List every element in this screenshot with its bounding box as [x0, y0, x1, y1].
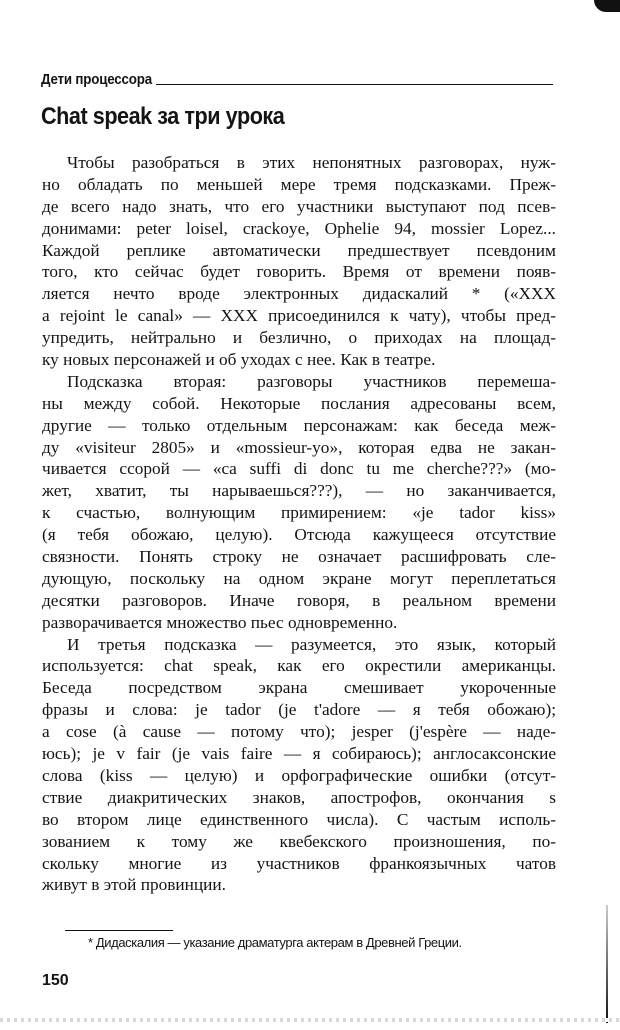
text-line: Беседа посредством экрана смешивает укороченные	[42, 678, 556, 698]
text-line: фразы и слова: je tador (je t'adore — я тебя обожаю);	[42, 700, 556, 720]
text-line: ляется нечто вроде электронных дидаскалий * («XXX	[42, 284, 556, 304]
text-line: ны между собой. Некоторые послания адресованы всем,	[42, 393, 556, 413]
text-line: жет, хватит, ты нарываешься???), — но заканчивается,	[42, 481, 556, 501]
text-line: другие — только отдельным персонажам: как беседа меж-	[42, 415, 556, 435]
text-line: десятки разговоров. Иначе говоря, в реальном времени	[42, 590, 556, 610]
text-line: к счастью, волнующим примирением: «je tador kiss»	[42, 503, 556, 523]
text-line: живут в этой провинции.	[42, 875, 226, 895]
body-text	[42, 152, 556, 896]
scan-bottom-artifact	[0, 1018, 620, 1022]
text-line: чивается ссорой — «ca suffi di donc tu me cherche???» (мо-	[42, 459, 556, 479]
text-line: скольку многие из участников франкоязычных чатов	[42, 853, 556, 873]
text-line: но обладать по меньшей мере тремя подсказками. Преж-	[42, 174, 556, 194]
text-line: слова (kiss — целую) и орфографические ошибки (отсут-	[42, 765, 556, 785]
text-line: де всего надо знать, что его участники выступают под псев-	[42, 196, 556, 216]
footnote: * Дидаскалия — указание драматурга актерам в Древней Греции.	[88, 935, 462, 950]
text-line: упредить, нейтрально и безлично, о приходах на площад-	[42, 328, 556, 348]
text-line: Подсказка вторая: разговоры участников перемеша-	[67, 371, 556, 391]
text-line: используется: chat speak, как его окрестили американцы.	[42, 656, 556, 676]
page-number: 150	[42, 972, 69, 989]
text-line: разворачивается множество пьес одновременно.	[42, 612, 398, 632]
text-line: ствие диакритических знаков, апострофов, окончания s	[42, 787, 556, 807]
text-line: a cose (à cause — потому что); jesper (j'espère — наде-	[42, 722, 556, 742]
text-line: ду «visiteur 2805» и «mossieur-yo», которая едва не закан-	[42, 437, 556, 457]
text-line: ку новых персонажей и об уходах с нее. Как в театре.	[42, 350, 436, 370]
scan-corner-mark	[594, 0, 620, 12]
text-line: юсь); je v fair (je vais faire — я собираюсь); англосаксонские	[42, 744, 556, 764]
text-line: Чтобы разобраться в этих непонятных разговорах, нуж-	[67, 153, 556, 172]
chapter-title: Chat speak за три урока	[41, 103, 285, 130]
page-header	[41, 72, 553, 88]
running-head: Дети процессора	[41, 72, 152, 88]
text-line: связности. Понять строку не означает расшифровать сле-	[42, 547, 556, 567]
text-line: во втором лице единственного числа). С частым исполь-	[42, 809, 556, 829]
text-line: донимами: peter loisel, crackoye, Ophelie 94, mossier Lopez...	[42, 218, 556, 238]
text-line: (я тебя обожаю, целую). Отсюда кажущееся отсутствие	[42, 525, 556, 545]
text-line: a rejoint le canal» — XXX присоединился к чату), чтобы пред-	[42, 306, 556, 326]
footnote-rule	[65, 930, 173, 931]
paragraph-1	[42, 152, 556, 371]
paragraph-2	[42, 371, 556, 634]
text-line: дующую, поскольку на одном экране могут переплетаться	[42, 568, 556, 588]
text-line: зованием к тому же квебекского произношения, по-	[42, 831, 556, 851]
scan-edge-artifact	[606, 905, 608, 1023]
text-line: И третья подсказка — разумеется, это язык, который	[67, 634, 556, 654]
paragraph-3	[42, 634, 556, 897]
text-line: Каждой реплике автоматически предшествует псевдоним	[42, 240, 556, 260]
header-rule	[156, 84, 553, 85]
text-line: того, кто сейчас будет говорить. Время от времени появ-	[42, 262, 556, 282]
